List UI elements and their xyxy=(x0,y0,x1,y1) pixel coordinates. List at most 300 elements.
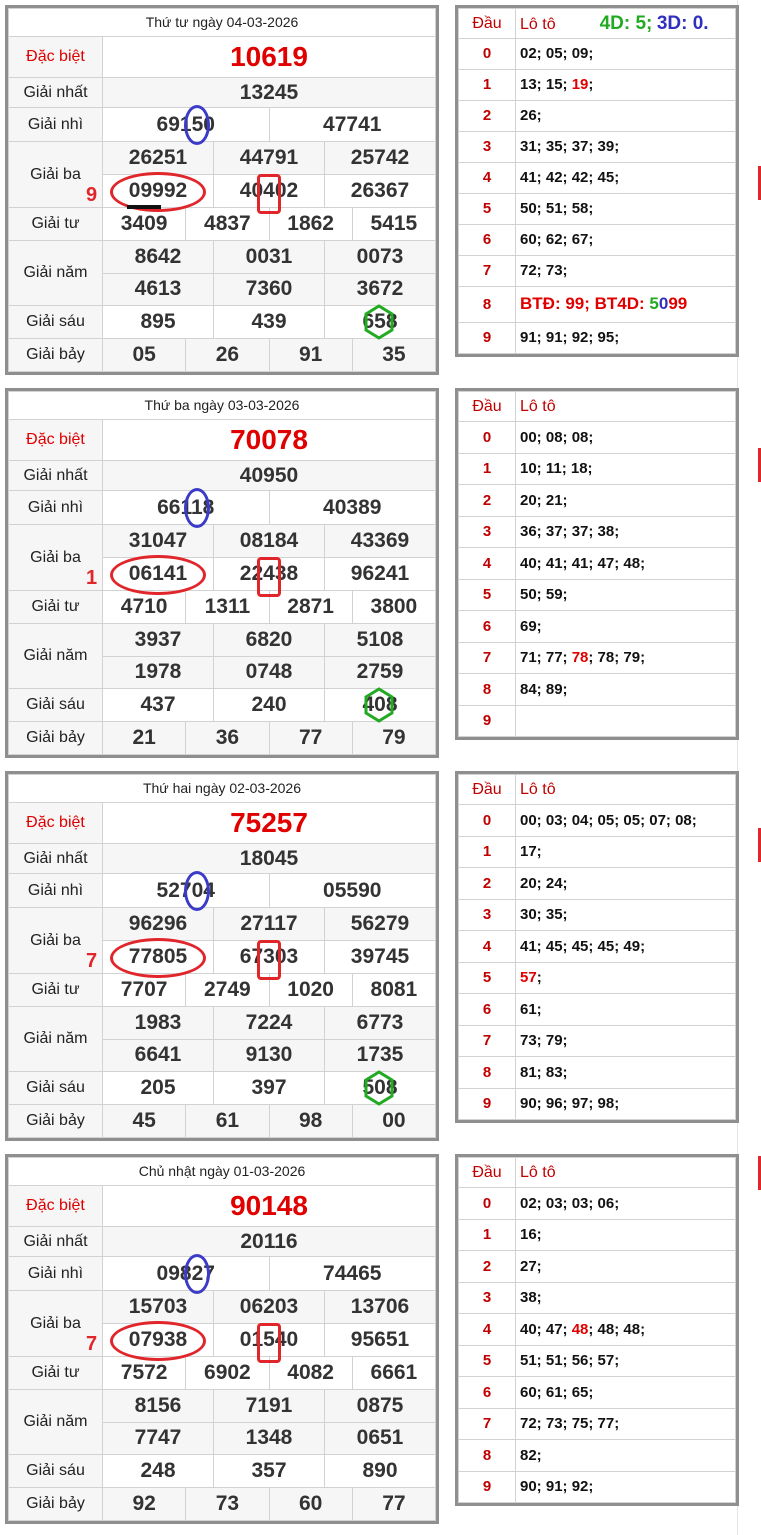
btd-text: BTĐ: 99; BT4D: xyxy=(520,294,650,314)
green-hexagon-marker xyxy=(364,1070,394,1106)
sixth-prize: 240 xyxy=(214,689,325,722)
loto-values: 48 xyxy=(571,1320,589,1338)
label-third: Giải ba xyxy=(9,1291,103,1357)
loto-row xyxy=(516,962,736,994)
draw-date-title: Thứ ba ngày 03-03-2026 xyxy=(9,392,436,420)
fourth-prize: 3800 xyxy=(352,590,435,623)
red-number-marker: 7 xyxy=(86,1333,98,1355)
dau-digit: 7 xyxy=(459,642,516,674)
sixth-prize: 408 xyxy=(325,689,436,722)
seventh-prize: 92 xyxy=(103,1488,186,1521)
seventh-prize: 05 xyxy=(103,339,186,372)
red-rect-marker xyxy=(257,174,281,214)
loto-values: 26; xyxy=(520,107,542,125)
third-prize: 25742 xyxy=(325,142,436,175)
loto-row xyxy=(516,579,736,611)
second-prize: 05590 xyxy=(269,874,436,908)
third-prize: 44791 xyxy=(214,142,325,175)
loto-values: 90; 96; 97; 98; xyxy=(520,1095,620,1113)
loto-values: 41; 42; 42; 45; xyxy=(520,169,620,187)
dau-digit: 5 xyxy=(459,193,516,224)
third-prize: 06141 xyxy=(103,558,214,591)
loto-values: ; xyxy=(588,76,594,94)
dau-digit: 3 xyxy=(459,1282,516,1314)
fourth-prize: 4837 xyxy=(186,207,269,240)
fifth-prize: 1735 xyxy=(325,1039,436,1072)
dau-digit: 4 xyxy=(459,548,516,580)
loto-values: 30; 35; xyxy=(520,906,568,924)
second-prize: 69150 xyxy=(103,108,270,142)
dau-digit: 3 xyxy=(459,131,516,162)
dau-digit: 0 xyxy=(459,39,516,70)
loto-values: 90; 91; 92; xyxy=(520,1478,594,1496)
loto-header xyxy=(516,1158,736,1188)
fifth-prize: 0073 xyxy=(325,240,436,273)
dau-header: Đầu xyxy=(459,775,516,805)
loto-values: 73; 79; xyxy=(520,1032,568,1050)
stat-4d: 4D: 5; xyxy=(599,12,653,34)
second-prize: 74465 xyxy=(269,1257,436,1291)
label-special: Đặc biệt xyxy=(9,419,103,460)
loto-row xyxy=(516,642,736,674)
loto-row xyxy=(516,611,736,643)
dau-digit: 9 xyxy=(459,322,516,353)
loto-values: ; 48; 48; xyxy=(588,1320,646,1338)
blue-ellipse-marker xyxy=(184,105,210,145)
fifth-prize: 1348 xyxy=(214,1422,325,1455)
loto-row xyxy=(516,1282,736,1314)
loto-values: 02; 05; 09; xyxy=(520,45,594,63)
dau-digit: 4 xyxy=(459,931,516,963)
loto-row xyxy=(516,1314,736,1346)
dau-digit: 6 xyxy=(459,224,516,255)
fifth-prize: 1983 xyxy=(103,1006,214,1039)
loto-table xyxy=(455,388,739,740)
dau-digit: 1 xyxy=(459,1219,516,1251)
loto-values: 31; 35; 37; 39; xyxy=(520,138,620,156)
red-ellipse-marker xyxy=(110,555,206,595)
fifth-prize: 3937 xyxy=(103,623,214,656)
loto-row xyxy=(516,255,736,286)
loto-values: 84; 89; xyxy=(520,680,568,698)
special-prize: 75257 xyxy=(103,802,436,843)
loto-header-label: Lô tô xyxy=(520,1163,556,1181)
label-first: Giải nhất xyxy=(9,77,103,108)
red-rect-marker xyxy=(257,1323,281,1363)
label-first: Giải nhất xyxy=(9,843,103,874)
dau-digit: 2 xyxy=(459,868,516,900)
fourth-prize: 4082 xyxy=(269,1356,352,1389)
special-prize: 70078 xyxy=(103,419,436,460)
day-block xyxy=(0,0,761,374)
fourth-prize: 3409 xyxy=(103,207,186,240)
fifth-prize: 8156 xyxy=(103,1389,214,1422)
fourth-prize: 7572 xyxy=(103,1356,186,1389)
fifth-prize: 7224 xyxy=(214,1006,325,1039)
dau-digit: 8 xyxy=(459,1057,516,1089)
second-prize: 09827 xyxy=(103,1257,270,1291)
special-prize: 90148 xyxy=(103,1185,436,1226)
dau-digit: 8 xyxy=(459,286,516,322)
loto-values: ; 78; 79; xyxy=(588,649,646,667)
fourth-prize: 7707 xyxy=(103,973,186,1006)
day-block xyxy=(0,1149,761,1523)
sixth-prize: 205 xyxy=(103,1072,214,1105)
loto-values: 78 xyxy=(571,649,589,667)
fourth-prize: 6661 xyxy=(352,1356,435,1389)
loto-row xyxy=(516,69,736,100)
btd-digit: 99 xyxy=(668,294,688,314)
loto-row xyxy=(516,1057,736,1089)
day-block xyxy=(0,766,761,1140)
loto-row xyxy=(516,674,736,706)
loto-row xyxy=(516,1025,736,1057)
seventh-prize: 91 xyxy=(269,339,352,372)
loto-row xyxy=(516,453,736,485)
green-hexagon-marker xyxy=(364,687,394,723)
dau-header: Đầu xyxy=(459,9,516,39)
label-third: Giải ba xyxy=(9,142,103,208)
first-prize: 40950 xyxy=(103,460,436,491)
loto-values: 19 xyxy=(571,76,589,94)
fourth-prize: 6902 xyxy=(186,1356,269,1389)
fifth-prize: 9130 xyxy=(214,1039,325,1072)
loto-header xyxy=(516,392,736,422)
fifth-prize: 0651 xyxy=(325,1422,436,1455)
loto-values: 20; 21; xyxy=(520,491,568,509)
fifth-prize: 6820 xyxy=(214,623,325,656)
label-third: Giải ba xyxy=(9,525,103,591)
loto-row xyxy=(516,1188,736,1220)
loto-values: 82; xyxy=(520,1446,542,1464)
first-prize: 13245 xyxy=(103,77,436,108)
red-rect-marker xyxy=(257,557,281,597)
loto-header xyxy=(516,775,736,805)
loto-values: 10; 11; 18; xyxy=(520,460,593,478)
third-prize: 26367 xyxy=(325,175,436,208)
loto-row xyxy=(516,994,736,1026)
dau-digit: 5 xyxy=(459,579,516,611)
loto-table xyxy=(455,771,739,1123)
loto-row xyxy=(516,224,736,255)
label-first: Giải nhất xyxy=(9,1226,103,1257)
loto-header xyxy=(516,9,736,39)
dau-digit: 7 xyxy=(459,255,516,286)
green-hexagon-marker xyxy=(364,304,394,340)
seventh-prize: 79 xyxy=(352,722,435,755)
third-prize: 09992 xyxy=(103,175,214,208)
first-prize: 18045 xyxy=(103,843,436,874)
red-ellipse-marker xyxy=(110,938,206,978)
fifth-prize: 1978 xyxy=(103,656,214,689)
label-special: Đặc biệt xyxy=(9,1185,103,1226)
loto-values: ; xyxy=(536,969,542,987)
label-seventh: Giải bảy xyxy=(9,1488,103,1521)
fourth-prize: 1862 xyxy=(269,207,352,240)
dau-digit: 9 xyxy=(459,1088,516,1120)
loto-row xyxy=(516,548,736,580)
loto-row xyxy=(516,422,736,454)
dau-digit: 3 xyxy=(459,516,516,548)
loto-row xyxy=(516,1251,736,1283)
label-special: Đặc biệt xyxy=(9,802,103,843)
loto-row xyxy=(516,1440,736,1472)
second-prize: 40389 xyxy=(269,491,436,525)
loto-header-label: Lô tô xyxy=(520,397,556,415)
dau-digit: 8 xyxy=(459,1440,516,1472)
label-fifth: Giải năm xyxy=(9,1389,103,1455)
loto-values: 00; 08; 08; xyxy=(520,428,594,446)
dau-digit: 6 xyxy=(459,611,516,643)
label-second: Giải nhì xyxy=(9,108,103,142)
seventh-prize: 61 xyxy=(186,1105,269,1138)
fourth-prize: 2871 xyxy=(269,590,352,623)
sixth-prize: 508 xyxy=(325,1072,436,1105)
fourth-prize: 1020 xyxy=(269,973,352,1006)
loto-values: 40; 47; xyxy=(520,1320,572,1338)
loto-row xyxy=(516,1408,736,1440)
dau-digit: 1 xyxy=(459,836,516,868)
red-number-marker: 7 xyxy=(86,950,98,972)
fourth-prize: 8081 xyxy=(352,973,435,1006)
dau-header: Đầu xyxy=(459,392,516,422)
loto-values: 36; 37; 37; 38; xyxy=(520,523,620,541)
loto-row xyxy=(516,100,736,131)
second-prize: 52704 xyxy=(103,874,270,908)
loto-values: 72; 73; xyxy=(520,262,568,280)
loto-values: 41; 45; 45; 45; 49; xyxy=(520,937,646,955)
third-prize: 26251 xyxy=(103,142,214,175)
loto-row xyxy=(516,836,736,868)
seventh-prize: 36 xyxy=(186,722,269,755)
label-seventh: Giải bảy xyxy=(9,1105,103,1138)
dau-digit: 0 xyxy=(459,805,516,837)
loto-values: 60; 62; 67; xyxy=(520,231,594,249)
day-block xyxy=(0,383,761,757)
underline-marker xyxy=(127,205,161,209)
loto-values: 17; xyxy=(520,843,542,861)
label-fifth: Giải năm xyxy=(9,1006,103,1072)
third-prize: 39745 xyxy=(325,941,436,974)
fifth-prize: 7360 xyxy=(214,273,325,306)
fifth-prize: 0875 xyxy=(325,1389,436,1422)
dau-digit: 3 xyxy=(459,899,516,931)
loto-row xyxy=(516,485,736,517)
label-sixth: Giải sáu xyxy=(9,1072,103,1105)
dau-digit: 1 xyxy=(459,453,516,485)
seventh-prize: 60 xyxy=(269,1488,352,1521)
dau-digit: 8 xyxy=(459,674,516,706)
fifth-prize: 0748 xyxy=(214,656,325,689)
seventh-prize: 73 xyxy=(186,1488,269,1521)
loto-row xyxy=(516,1377,736,1409)
btd-digit: 5 xyxy=(649,294,659,314)
loto-values: 50; 51; 58; xyxy=(520,200,594,218)
loto-values: 69; xyxy=(520,617,542,635)
third-prize: 31047 xyxy=(103,525,214,558)
loto-row xyxy=(516,322,736,353)
fifth-prize: 4613 xyxy=(103,273,214,306)
third-prize: 27117 xyxy=(214,908,325,941)
third-prize: 43369 xyxy=(325,525,436,558)
sixth-prize: 397 xyxy=(214,1072,325,1105)
loto-table xyxy=(455,5,739,357)
loto-row xyxy=(516,805,736,837)
loto-values: 02; 03; 03; 06; xyxy=(520,1194,620,1212)
seventh-prize: 00 xyxy=(352,1105,435,1138)
draw-date-title: Thứ hai ngày 02-03-2026 xyxy=(9,775,436,803)
loto-row xyxy=(516,1088,736,1120)
third-prize: 56279 xyxy=(325,908,436,941)
dau-header: Đầu xyxy=(459,1158,516,1188)
draw-date-title: Thứ tư ngày 04-03-2026 xyxy=(9,9,436,37)
seventh-prize: 21 xyxy=(103,722,186,755)
loto-values: 00; 03; 04; 05; 05; 07; 08; xyxy=(520,811,697,829)
fifth-prize: 8642 xyxy=(103,240,214,273)
third-prize: 77805 xyxy=(103,941,214,974)
loto-header-label: Lô tô xyxy=(520,780,556,798)
dau-digit: 9 xyxy=(459,705,516,737)
fifth-prize: 5108 xyxy=(325,623,436,656)
third-prize: 01540 xyxy=(214,1324,325,1357)
blue-ellipse-marker xyxy=(184,1254,210,1294)
loto-values: 13; 15; xyxy=(520,76,572,94)
loto-row xyxy=(516,705,736,737)
second-prize: 47741 xyxy=(269,108,436,142)
label-seventh: Giải bảy xyxy=(9,722,103,755)
fifth-prize: 0031 xyxy=(214,240,325,273)
label-fourth: Giải tư xyxy=(9,973,103,1006)
sixth-prize: 895 xyxy=(103,306,214,339)
loto-values: 16; xyxy=(520,1226,542,1244)
first-prize: 20116 xyxy=(103,1226,436,1257)
seventh-prize: 26 xyxy=(186,339,269,372)
loto-values: 27; xyxy=(520,1257,542,1275)
loto-row xyxy=(516,899,736,931)
loto-row xyxy=(516,1471,736,1503)
label-sixth: Giải sáu xyxy=(9,1455,103,1488)
draw-date-title: Chủ nhật ngày 01-03-2026 xyxy=(9,1158,436,1186)
fifth-prize: 7747 xyxy=(103,1422,214,1455)
third-prize: 08184 xyxy=(214,525,325,558)
seventh-prize: 77 xyxy=(269,722,352,755)
results-table xyxy=(5,1154,439,1524)
sixth-prize: 658 xyxy=(325,306,436,339)
dau-digit: 5 xyxy=(459,1345,516,1377)
third-prize: 95651 xyxy=(325,1324,436,1357)
red-number-marker: 9 xyxy=(86,184,98,206)
sixth-prize: 248 xyxy=(103,1455,214,1488)
label-seventh: Giải bảy xyxy=(9,339,103,372)
third-prize: 07938 xyxy=(103,1324,214,1357)
fifth-prize: 6773 xyxy=(325,1006,436,1039)
label-fourth: Giải tư xyxy=(9,590,103,623)
loto-values: 40; 41; 41; 47; 48; xyxy=(520,554,646,572)
dau-digit: 4 xyxy=(459,1314,516,1346)
loto-values: 72; 73; 75; 77; xyxy=(520,1415,620,1433)
loto-row xyxy=(516,39,736,70)
label-sixth: Giải sáu xyxy=(9,689,103,722)
red-ellipse-marker xyxy=(110,1321,206,1361)
blue-ellipse-marker xyxy=(184,488,210,528)
loto-row xyxy=(516,1219,736,1251)
loto-row xyxy=(516,516,736,548)
label-second: Giải nhì xyxy=(9,1257,103,1291)
special-prize: 10619 xyxy=(103,36,436,77)
dau-digit: 4 xyxy=(459,162,516,193)
seventh-prize: 77 xyxy=(352,1488,435,1521)
loto-values: 71; 77; xyxy=(520,649,572,667)
label-second: Giải nhì xyxy=(9,491,103,525)
stat-3d: 3D: 0. xyxy=(656,12,709,34)
loto-row xyxy=(516,162,736,193)
label-fourth: Giải tư xyxy=(9,207,103,240)
label-sixth: Giải sáu xyxy=(9,306,103,339)
third-prize: 96296 xyxy=(103,908,214,941)
sixth-prize: 439 xyxy=(214,306,325,339)
loto-values: 51; 51; 56; 57; xyxy=(520,1352,620,1370)
third-prize: 15703 xyxy=(103,1291,214,1324)
fourth-prize: 4710 xyxy=(103,590,186,623)
loto-values: 50; 59; xyxy=(520,586,568,604)
loto-row xyxy=(516,286,736,322)
dau-digit: 0 xyxy=(459,422,516,454)
dau-digit: 7 xyxy=(459,1025,516,1057)
dau-digit: 0 xyxy=(459,1188,516,1220)
loto-values: 38; xyxy=(520,1289,542,1307)
seventh-prize: 35 xyxy=(352,339,435,372)
loto-table xyxy=(455,1154,739,1506)
label-fourth: Giải tư xyxy=(9,1356,103,1389)
dau-digit: 5 xyxy=(459,962,516,994)
dau-digit: 6 xyxy=(459,994,516,1026)
dau-digit: 2 xyxy=(459,485,516,517)
fourth-prize: 1311 xyxy=(186,590,269,623)
third-prize: 96241 xyxy=(325,558,436,591)
loto-values: 57 xyxy=(520,969,537,987)
fourth-prize: 5415 xyxy=(352,207,435,240)
loto-row xyxy=(516,868,736,900)
loto-values: 20; 24; xyxy=(520,874,568,892)
dau-digit: 9 xyxy=(459,1471,516,1503)
loto-row xyxy=(516,131,736,162)
third-prize: 67303 xyxy=(214,941,325,974)
label-third: Giải ba xyxy=(9,908,103,974)
fifth-prize: 2759 xyxy=(325,656,436,689)
seventh-prize: 45 xyxy=(103,1105,186,1138)
label-second: Giải nhì xyxy=(9,874,103,908)
dau-digit: 2 xyxy=(459,100,516,131)
fifth-prize: 6641 xyxy=(103,1039,214,1072)
label-special: Đặc biệt xyxy=(9,36,103,77)
label-fifth: Giải năm xyxy=(9,623,103,689)
dau-digit: 6 xyxy=(459,1377,516,1409)
loto-values: 91; 91; 92; 95; xyxy=(520,329,620,347)
loto-values: 61; xyxy=(520,1000,542,1018)
second-prize: 66118 xyxy=(103,491,270,525)
red-rect-marker xyxy=(257,940,281,980)
btd-digit: 0 xyxy=(658,294,669,314)
label-fifth: Giải năm xyxy=(9,240,103,306)
third-prize: 40402 xyxy=(214,175,325,208)
third-prize: 13706 xyxy=(325,1291,436,1324)
loto-row xyxy=(516,931,736,963)
fifth-prize: 7191 xyxy=(214,1389,325,1422)
sixth-prize: 437 xyxy=(103,689,214,722)
fourth-prize: 2749 xyxy=(186,973,269,1006)
fifth-prize: 3672 xyxy=(325,273,436,306)
dau-digit: 2 xyxy=(459,1251,516,1283)
